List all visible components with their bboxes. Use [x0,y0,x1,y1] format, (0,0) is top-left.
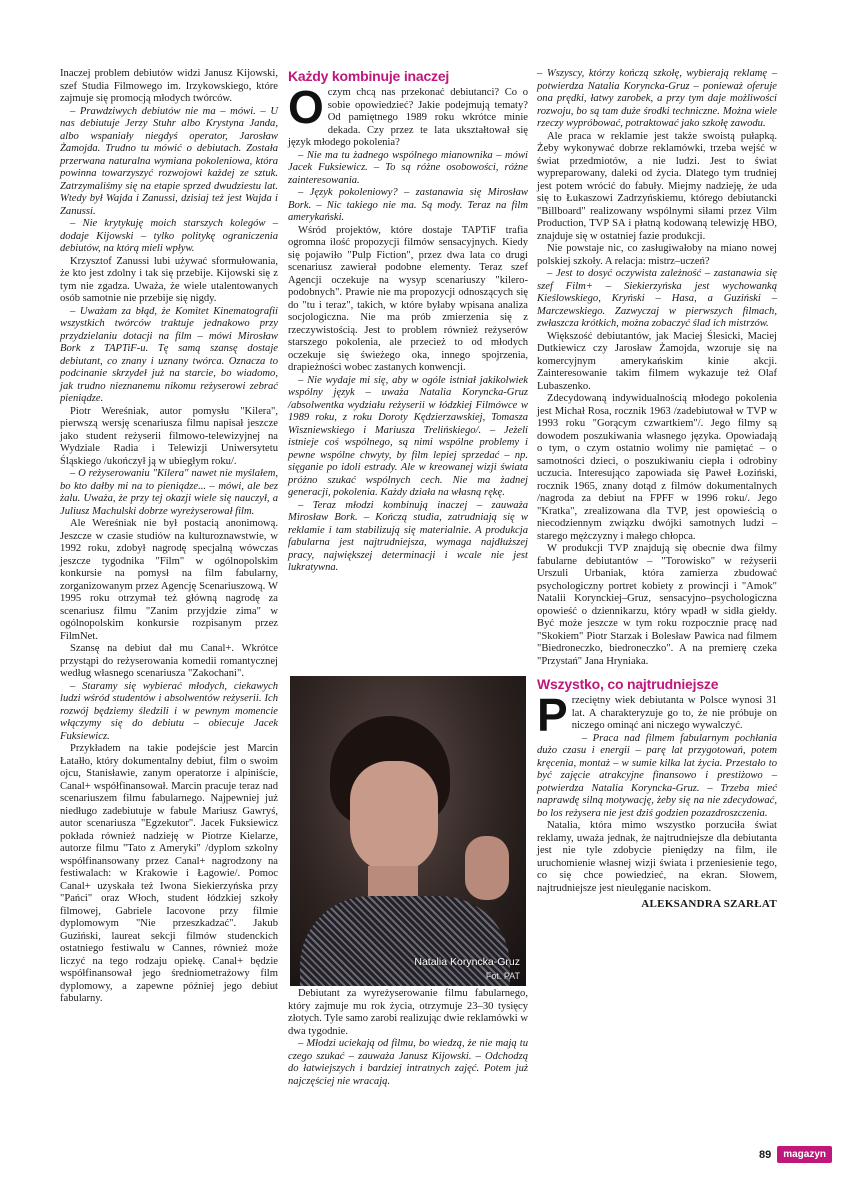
paragraph: Piotr Wereśniak, autor pomysłu "Kilera", pierwszą wersję scenariusza filmu napisał jeszcze jako student reżyserii filmowo-telewizyjnej na Wydziale Radia i Telewizji Uniwersytetu Śląskiego /ukończył ją w ubiegłym roku/. [60,405,278,467]
photo-hand-shape [465,836,509,900]
paragraph: – Prawdziwych debiutów nie ma – mówi. – U nas debiutuje Jerzy Stuhr albo Krystyna Janda, albo wspaniały niegdyś operator, Jarosław Żamojda. Trudno tu mówić o debiutach. Została przerwana naturalna wymiana pokoleniowa, która powinna towarzyszyć rozwojowi każdej ze sztuk. Zatrzymaliśmy się na etapie sprzed dwudziestu lat. Wtedy był Wajda i Zanussi, dzisiaj też jest Wajda i Zanussi. [60,105,278,217]
page-number: 89 [758,1148,772,1161]
drop-cap: O [288,81,324,133]
paragraph: – Nie krytykuję moich starszych kolegów – dodaje Kijowski – tylko politykę ograniczenia debiutów, na którą mieli wpływ. [60,218,278,254]
photo-face-shape [350,761,438,873]
paragraph: Ale Wereśniak nie był postacią anonimową. Jeszcze w czasie studiów na kulturoznawstwie, w 1992 roku, zdobył nagrodę specjalną wówczas jeszcze tygodnika "Film" w ogólnopolskim konkursie na pomysł na film fabularny, zorganizowanym przez Agencję Scenariuszową. W 1995 roku otrzymał też główną nagrodę za scenariusz filmu "Zanim przyjdzie zima" w ogólnopolskim konkursie rozpisanym przez FilmNet. [60,518,278,642]
page-footer [759,1146,832,1163]
paragraph: Większość debiutantów, jak Maciej Ślesicki, Maciej Dutkiewicz czy Jarosław Żamojda, wzoruje się na komercyjnym amerykańskim kinie akcji. Zainteresowanie takim filmem wykazuje też Olaf Lubaszenko. [537,330,777,392]
paragraph: Zdecydowaną indywidualnością młodego pokolenia jest Michał Rosa, rocznik 1963 /zadebiutował w TVP w 1993 roku "Gorącym czwartkiem"/. Jego filmy są dowodem poszukiwania własnego języka. Opowiadają o tym, o czym ostatnio wolimy nie pamiętać – o samotności dzieci, o poszukiwaniu ciepła i odrobiny uczucia. Interesująco zapowiada się Paweł Łoziński, rocznik 1965, znany dotąd z filmów dokumentalnych /nagroda za debiut na FPFF w 1996 roku/. Jego "Kratka", zrealizowana dla TVP, jest opowieścią o niecodziennym związku dwójki samotnych ludzi – starego mężczyzny i małego chłopca. [537,393,777,542]
paragraph: – Praca nad filmem fabularnym pochłania dużo czasu i energii – parę lat przygotowań, potem kręcenia, montaż – w sumie kilka lat życia. Przestało to być zajęcie atrakcyjne finansowo i prestiżowo – potwierdza Natalia Korynckа-Gruz. – Trzeba mieć naprawdę silną motywację, żeby się na nie zdecydować, bo los reżysera nie jest dziś godzien pozazdroszczenia. [537,732,777,819]
paragraph: Przykładem na takie podejście jest Marcin Łatałło, który dokumentalny debiut, film o swoim ojcu, Stanisławie, zanym operatorze i alpiniście, Canal+ współfinansował. Marcin pracuje teraz nad scenariuszem filmu fabularnego. Najpewniej już niedługo zadebiutuje w fabule Mariusz Gawryś, autor scenariusza "Egzekutor". Jacek Fuksiewicz pokłada również nadzieję w Piotrze Kielarze, autorze filmu "Tato z Ameryki" /dyplom szkolny współfinansowany przez Canal+ nagrodzony na festiwalach: w Krakowie i Łagowie/. Pomoc Canal+ uzyskała też Iwona Siekierzyńska przy "Pańci" oraz Włoch, student łódzkiej szkoły filmowej, Gabriele Iacovone przy filmie dyplomowym "Nie przeszkadzać". Jakub Guziński, laureat sekcji filmów studenckich ostatniego festiwalu w Cannes, również może liczyć na tego rodzaju opiekę. Canal+ będzie współfinansował jego średniometrażowy film dyplomowy, a zapewne później jego debiut fabularny. [60,743,278,1004]
section-heading: Wszystko, co najtrudniejsze [537,676,719,692]
paragraph: Nie powstaje nic, co zasługiwałoby na miano nowej polskiej szkoły. A relacja: mistrz–uczeń? [537,243,777,267]
section-heading: Każdy kombinuje inaczej [288,68,450,84]
paragraph: – Staramy się wybierać młodych, ciekawych ludzi wśród studentów i absolwentów reżyserii. Ich rozwój będziemy śledzili i w pewnym momencie włączymy się do debiutu – obiecuje Jacek Fuksiewicz. [60,680,278,742]
paragraph-lead [537,689,777,741]
paragraph: – Nie ma tu żadnego wspólnego mianownika – mówi Jacek Fuksiewicz. – To są różne osobowości, różne zainteresowania. [288,149,528,186]
paragraph: Debiutant za wyreżyserowanie filmu fabularnego, który zajmuje mu rok życia, otrzymuje 23–30 tysięcy złotych. Tyle samo zarobi realizując dwie reklamówki w dwa tygodnie. [288,988,528,1037]
paragraph: Inaczej problem debiutów widzi Janusz Kijowski, szef Studia Filmowego im. Irzykowskiego, które zajmuje się promocją młodych twórców. [60,68,278,104]
paragraph: Wśród projektów, które dostaje TAPTiF trafia ogromna ilość propozycji filmów sensacyjnych. Kiedy się pojawiło "Pulp Fiction", przez dwa lata co drugi scenariusz zawierał podobne elementy. Teraz szef Agencji oczekuje na wysyp scenariuszy "kilero-podobnych". Prawie nie ma propozycji odnoszących się do "tu i teraz", takich, w które byłaby wpisana analiza socjologiczna. Nie ma prób zmierzenia się z rzeczywistością. Jest to problem również reżyserów starszego pokolenia, ale przecież to od młodych oczekuje się świeżego oka, innego spojrzenia, drapieżności wobec zastanych konwencji. [288,224,528,373]
paragraph: Krzysztof Zanussi lubi używać sformułowania, że kto jest zdolny i tak się przebije. Kijowski się z tym nie zgadza. Uważa, że wiele utalentowanych osób samotnie nie przebije się nigdy. [60,255,278,304]
photo-caption: Natalia Korynckа-Gruz [414,956,520,968]
after-photo-text [288,988,528,1088]
paragraph-lead [288,81,528,150]
paragraph: Natalia, która mimo wszystko porzuciła świat reklamy, uważa jednak, że najtrudniejsze dla debiutanta jest nie tyle zdobycie pieniędzy na film, ile uruchomienie własnej wizji świata i przeniesienie tego, co się chce powiedzieć, na ekran. Słowem, najtrudniejsze jest nieulęganie naciskom. [537,820,777,894]
drop-cap: P [537,689,568,741]
paragraph: – Jest to dosyć oczywista zależność – zastanawia się szef Film+ – Siekierzyńska jest wychowanką Kieślowskiego, Kryński – Hasa, a Guziński – Marczewskiego. Zazwyczaj w pierwszych filmach, zwłaszcza krótkich, można zobaczyć ślad ich mistrzów. [537,268,777,329]
paragraph: – Wszyscy, którzy kończą szkołę, wybierają reklamę – potwierdza Natalia Korynckа-Gruz – ponieważ oferuje ona prędki, łatwy zarobek, a przy tym daje możliwości rozwoju, bo są tam duże środki techniczne. Można wiele rzeczy wypróbować, potraktować jako szkołę zawodu. [537,68,777,129]
photo-credit: Fot. PAT [485,971,520,981]
photo-shirt-shape [300,896,510,986]
paragraph: – Młodzi uciekają od filmu, bo wiedzą, że nie mają tu czego szukać – zauważa Janusz Kijowski. – Odchodzą do łatwiejszych i bardziej intratnych zajęć. Potem już najczęściej nie wracają. [288,1038,528,1087]
author-signature: ALEKSANDRA SZARŁAT [641,898,777,910]
paragraph: – Uważam za błąd, że Komitet Kinematografii wszystkich twórców traktuje jednakowo przy przydzielaniu dotacji na film – mówi Mirosław Bork z TAPTiF-u. Tę samą szansę dostaje debiutant, co znany i uznany twórca. Oznacza to podcinanie skrzydeł już na starcie, bo wiadomo, jak trudno nieznanemu nikomu reżyserowi zebrać pieniądze. [60,305,278,404]
paragraph: – Teraz młodzi kombinują inaczej – zauważa Mirosław Bork. – Kończą studia, zatrudniają się w reklamie i tam stabilizują się materialnie. A produkcja fabularna jest najtrudniejsza, wymaga najdłuższej pracy, największej determinacji i wcale nie jest lukratywna. [288,499,528,573]
paragraph: W produkcji TVP znajdują się obecnie dwa filmy fabularne debiutantów – "Torowisko" w reżyserii Urszuli Urbaniak, która zamierza zbudować psychologiczny portret kobiety z prowincji i "Amok" Natalii Korynckiej–Gruz, sensacyjno–psychologiczna opowieść o dziennikarzu, który wpadł w sidła giełdy. Być może jeszcze w tym roku rozpocznie pracę nad "Skokiem" Piotr Starzak i Bolesław Pawica nad filmem "Biedroneczko, biedroneczko". A na premierę czeka "Przystań" Jana Hryniaka. [537,543,777,667]
magazine-brand: magazyn [777,1146,832,1163]
paragraph: – Język pokoleniowy? – zastanawia się Mirosław Bork. – Nic takiego nie ma. Są mody. Teraz na film amerykański. [288,187,528,223]
paragraph: Szansę na debiut dał mu Canal+. Wkrótce przystąpi do reżyserowania komedii romantycznej według własnego scenariusza "Zakochani". [60,643,278,679]
lead-text: czym chcą nas przekonać debiutanci? Co o sobie opowiedzieć? Jakie podejmują tematy? Od pamiętnego 1989 roku wkrótce minie dekada. Czy przez te lata ukształtował się język młodego pokolenia? [288,87,528,148]
column-left [60,68,278,1006]
paragraph: Ale praca w reklamie jest także swoistą pułapką. Żeby wykonywać dobrze reklamówki, trzeba wejść w świat przedmiotów, a nie ludzi. Jest to świat wypreparowany, daleki od życia. Dlatego tym trudniej jest potem wrócić do fabuły. Miejmy nadzieję, że uda się to Łukaszowi Zadrzyńskiemu, którego debiutancki "Billboard" realizowany wspólnymi siłami przez Vilm Production, TVP SA i płatną kodowaną telewizję HBO, znajduje się w ostatniej fazie produkcji. [537,130,777,242]
lead-text: rzeciętny wiek debiutanta w Polsce wynosi 31 lat. A charakteryzuje go to, że nie próbuje on niczego ominąć ani niczego wywalczyć. [571,695,777,731]
column-right [537,68,777,911]
portrait-photo [290,676,526,986]
paragraph: – O reżyserowaniu "Kilera" nawet nie myślałem, bo kto dałby mi na to pieniądze... – mówi, ale bez żalu. Uważa, że przy tej okazji wiele się nauczył, a Juliusz Machulski dobrze wyreżyserował film. [60,468,278,517]
paragraph: – Nie wydaje mi się, aby w ogóle istniał jakikolwiek wspólny język – uważa Natalia Korynckа-Gruz /absolwentka wydziału reżyserii w łódzkiej Filmówce w 1989 roku, z roku Doroty Kędzierzawskiej, Tomasza Wiszniewskiego i Mariusza Trelińskiego/. – Jeżeli istnieje coś wspólnego, są nimi wspólne problemy i pewne wspólne chwyty, by film lepiej sprzedać – np. sięganie po idoli estrady. Ale w kreowanej wizji świata próżno szukać wspólnych cech. Nie ma żadnej generacji, pokolenia. Każdy działa na własną rękę. [288,374,528,498]
